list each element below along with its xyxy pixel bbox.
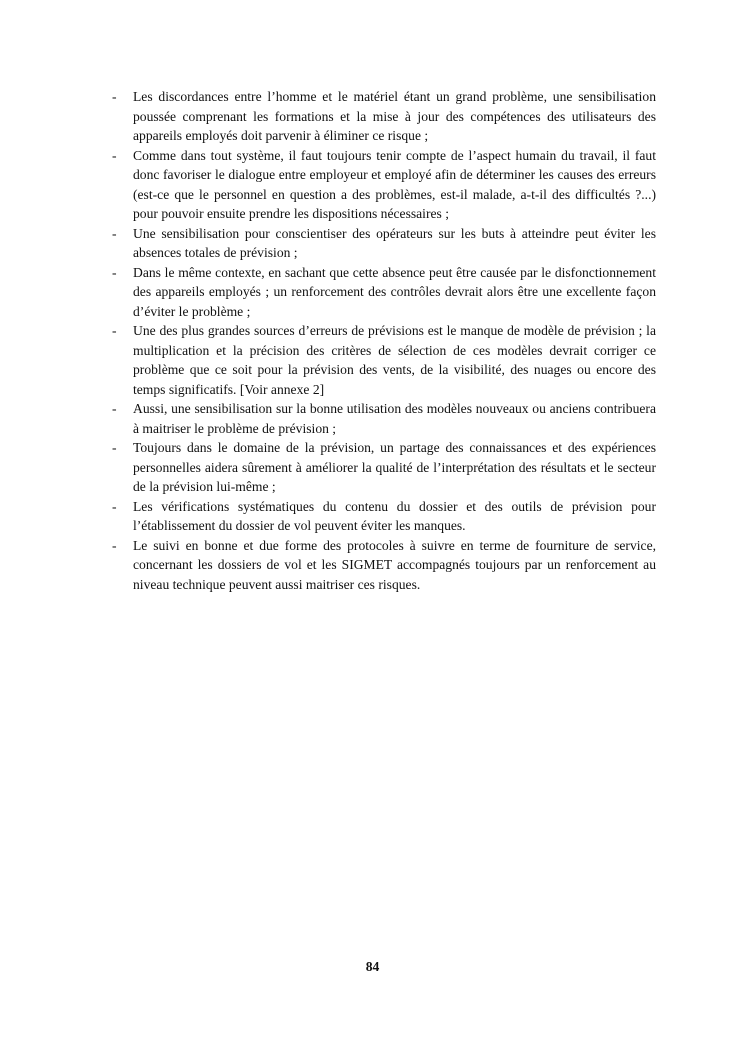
recommendation-list: [112, 87, 656, 594]
bullet-dash: -: [112, 323, 117, 338]
list-item: [112, 87, 656, 146]
list-item-text: Les vérifications systématiques du contenu du dossier et des outils de prévision pour l’établissement du dossier de vol peuvent éviter les manques.: [133, 498, 656, 533]
list-item: [112, 321, 656, 399]
bullet-dash: -: [112, 89, 117, 104]
list-item-text: Toujours dans le domaine de la prévision, un partage des connaissances et des expériences personnelles aidera sûrement à améliorer la qualité de l’interprétation des résultats et le secteur de la prévision lui-même ;: [133, 440, 656, 494]
bullet-dash: -: [112, 264, 117, 280]
list-item: [112, 399, 656, 438]
list-item: [112, 263, 656, 322]
bullet-dash: -: [112, 401, 117, 416]
bullet-dash: -: [112, 498, 117, 514]
list-item: [112, 224, 656, 263]
list-item-text: Aussi, une sensibilisation sur la bonne utilisation des modèles nouveaux ou anciens contribuera à maitriser le problème de prévision ;: [133, 401, 656, 436]
list-item: [112, 536, 656, 595]
list-item-text: Dans le même contexte, en sachant que cette absence peut être causée par le disfonctionnement des appareils employés ; un renforcement des contrôles devrait alors être une excellente façon d’éviter le problème ;: [133, 264, 656, 319]
list-item: [112, 146, 656, 224]
bullet-dash: -: [112, 147, 117, 163]
list-item: [112, 438, 656, 497]
page-number: 84: [365, 959, 380, 974]
page-body: [112, 87, 656, 594]
bullet-dash: -: [112, 225, 117, 241]
list-item-text: Une sensibilisation pour conscientiser des opérateurs sur les buts à atteindre peut éviter les absences totales de prévision ;: [133, 225, 656, 260]
list-item-text: Les discordances entre l’homme et le matériel étant un grand problème, une sensibilisation poussée comprenant les formations et la mise à jour des compétences des utilisateurs des appareils employés doit parvenir à éliminer ce risque ;: [133, 89, 656, 143]
bullet-dash: -: [112, 537, 117, 553]
list-item-text: Comme dans tout système, il faut toujours tenir compte de l’aspect humain du travail, il faut donc favoriser le dialogue entre employeur et employé afin de déterminer les causes des erreurs (est-ce que le personnel en question a des problèmes, est-il malade, a-t-il des difficultés ?...) pour pouvoir ensuite prendre les dispositions nécessaires ;: [133, 147, 656, 221]
bullet-dash: -: [112, 440, 117, 455]
list-item: [112, 497, 656, 536]
list-item-text: Une des plus grandes sources d’erreurs de prévisions est le manque de modèle de prévision ; la multiplication et la précision des critères de sélection de ces modèles devrait corriger ce problème que ce soit pour la prévision des vents, de la visibilité, des nuages ou encore des temps significatifs. [Voir annexe 2]: [133, 323, 656, 397]
list-item-text: Le suivi en bonne et due forme des protocoles à suivre en terme de fourniture de service, concernant les dossiers de vol et les SIGMET accompagnés toujours par un renforcement au niveau technique peuvent aussi maitriser ces risques.: [133, 537, 656, 592]
